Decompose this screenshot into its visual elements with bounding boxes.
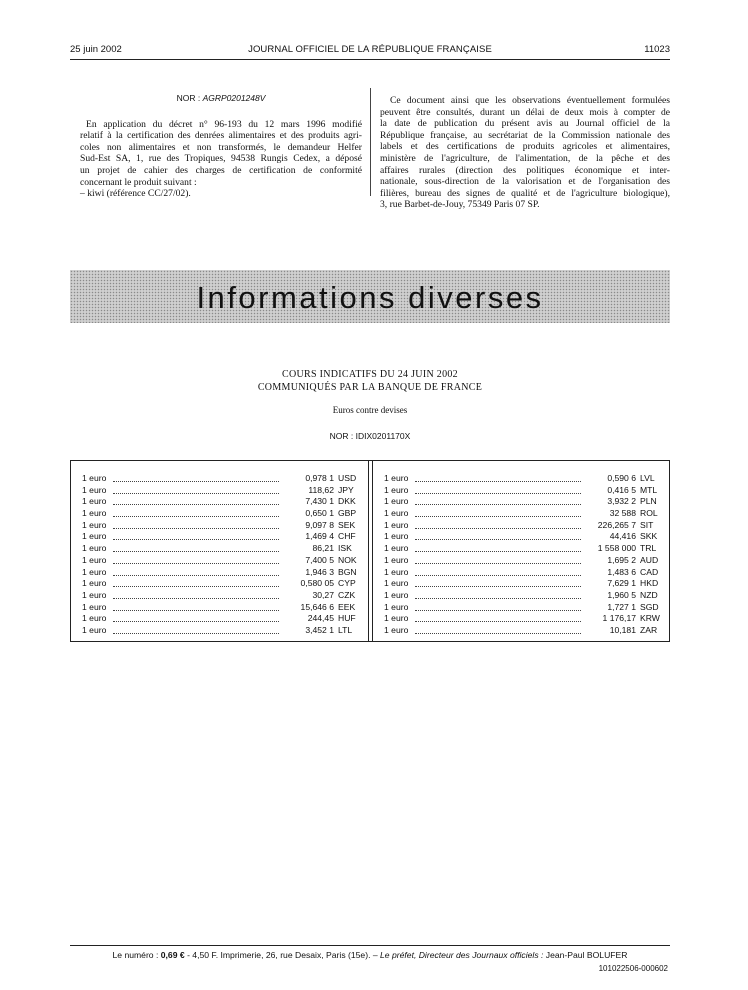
notice-line: – kiwi (référence CC/27/02). (80, 188, 191, 200)
dot-leader (415, 516, 581, 517)
nor-label: NOR : (176, 93, 201, 103)
rate-label: 1 euro (384, 601, 409, 612)
dot-leader (113, 598, 279, 599)
rate-label: 1 euro (82, 601, 107, 612)
notice-left-column (80, 93, 362, 200)
rates-subheading: Euros contre devises (332, 405, 408, 415)
rate-row (82, 473, 362, 485)
rate-label: 1 euro (384, 624, 409, 635)
notice-line: 3, rue Barbet-de-Jouy, 75349 Paris 07 SP. (380, 199, 540, 211)
rates-heading-line1: COURS INDICATIFS DU 24 JUIN 2002 (281, 369, 458, 380)
rate-label: 1 euro (384, 589, 409, 600)
dot-leader (113, 493, 279, 494)
rate-row (384, 625, 664, 637)
rate-row (82, 613, 362, 625)
rate-row (384, 567, 664, 579)
rate-currency: LVL (640, 473, 655, 483)
rate-currency: PLN (640, 496, 657, 507)
notice-right-column (380, 95, 670, 211)
dot-leader (415, 610, 581, 611)
rates-heading-line2: COMMUNIQUÉS PAR LA BANQUE DE FRANCE (257, 382, 483, 393)
rate-value: 1 558 000 (597, 543, 636, 554)
rates-right-column (384, 473, 664, 637)
rate-value: 0,416 5 (607, 484, 636, 495)
rate-value: 0,978 1 (305, 473, 334, 483)
dot-leader (415, 633, 581, 634)
rate-row (384, 508, 664, 520)
dot-leader (415, 493, 581, 494)
rate-value: 30,27 (312, 589, 334, 600)
dot-leader (113, 586, 279, 587)
rate-value: 0,580 05 (300, 578, 334, 589)
rate-row (82, 625, 362, 637)
footer-printer: - 4,50 F. Imprimerie, 26, rue Desaix, Paris (15e). – (187, 950, 378, 960)
rate-label: 1 euro (82, 531, 107, 542)
dot-leader (415, 563, 581, 564)
rate-currency: SEK (338, 519, 356, 530)
rate-row (384, 555, 664, 567)
dot-leader (113, 575, 279, 576)
rate-value: 226,265 7 (597, 519, 636, 530)
rates-divider (368, 460, 369, 642)
rate-row (82, 567, 362, 579)
rate-currency: GBP (338, 508, 357, 519)
header-date: 25 juin 2002 (70, 44, 122, 55)
rate-value: 44,416 (609, 531, 636, 542)
rate-currency: CZK (338, 589, 356, 600)
rate-value: 1,695 2 (607, 554, 636, 565)
notice-line: concernant le produit suivant : (80, 176, 197, 188)
rate-currency: SKK (640, 531, 658, 542)
rate-label: 1 euro (82, 543, 107, 554)
rate-currency: NOK (338, 554, 357, 565)
dot-leader (113, 610, 279, 611)
rate-row (384, 613, 664, 625)
header-title: JOURNAL OFFICIEL DE LA RÉPUBLIQUE FRANÇAISE (248, 44, 492, 55)
rate-label: 1 euro (384, 508, 409, 519)
rate-label: 1 euro (384, 613, 409, 624)
notice-line: En application du décret n° 96-193 du 12 mars 1996 modifié (86, 118, 362, 130)
notice-line: relatif à la certification des denrées alimentaires et des produits agri- (80, 130, 362, 142)
rate-value: 1,469 4 (305, 531, 334, 542)
rate-row (82, 602, 362, 614)
notice-right-text (380, 95, 670, 211)
rate-value: 118,62 (308, 484, 334, 495)
dot-leader (415, 621, 581, 622)
rate-label: 1 euro (384, 496, 409, 507)
rate-value: 15,646 6 (300, 601, 334, 612)
rate-currency: HUF (338, 613, 356, 624)
rate-currency: EEK (338, 601, 356, 612)
rate-currency: CYP (338, 578, 356, 589)
rate-row (82, 543, 362, 555)
dot-leader (415, 598, 581, 599)
rate-currency: BGN (338, 566, 357, 577)
rate-value: 32 588 (609, 508, 636, 519)
rate-row (384, 543, 664, 555)
rate-currency: HKD (640, 578, 659, 589)
rate-row (82, 485, 362, 497)
rate-label: 1 euro (82, 484, 107, 495)
footer-price: 0,69 € (160, 950, 185, 960)
rate-value: 1 176,17 (602, 613, 636, 624)
rate-row (384, 520, 664, 532)
notice-nor (80, 93, 362, 105)
notice-line: ministère de l'agriculture, de l'alimentation, de la pêche et des (380, 152, 670, 164)
rate-value: 7,400 5 (305, 554, 334, 565)
rate-row (384, 602, 664, 614)
rate-currency: SIT (640, 519, 654, 530)
rate-label: 1 euro (384, 519, 409, 530)
dot-leader (113, 528, 279, 529)
rate-label: 1 euro (82, 613, 107, 624)
rate-currency: JPY (338, 484, 354, 495)
notice-line: filières, bureau des signes de qualité et de l'agriculture biologique), (380, 187, 670, 199)
rate-row (82, 496, 362, 508)
page-number: 11023 (644, 44, 670, 55)
header-rule (70, 59, 670, 60)
dot-leader (113, 481, 279, 482)
rate-value: 1,960 5 (607, 589, 636, 600)
rate-row (82, 578, 362, 590)
rate-currency: CHF (338, 531, 356, 542)
rate-value: 86,21 (312, 543, 334, 554)
dot-leader (113, 516, 279, 517)
rate-label: 1 euro (82, 508, 107, 519)
rate-label: 1 euro (384, 554, 409, 565)
rate-row (82, 590, 362, 602)
rates-nor: NOR : IDIX0201170X (329, 431, 411, 441)
column-divider (370, 88, 371, 196)
section-title: Informations diverses (196, 280, 544, 315)
rate-label: 1 euro (384, 543, 409, 554)
rate-value: 3,452 1 (305, 624, 334, 635)
rate-currency: KRW (640, 613, 660, 624)
nor-code: AGRP0201248V (202, 93, 266, 103)
rate-row (384, 590, 664, 602)
notice-line: un projet de cahier des charges de certification de conformité (80, 164, 362, 176)
rate-label: 1 euro (384, 531, 409, 542)
rate-currency: ROL (640, 508, 658, 519)
notice-line: nationale, sous-direction de la valorisation et de l'organisation des (380, 176, 670, 188)
rate-row (82, 508, 362, 520)
rate-row (384, 578, 664, 590)
rate-value: 244,45 (307, 613, 334, 624)
dot-leader (113, 504, 279, 505)
rate-currency: AUD (640, 554, 659, 565)
dot-leader (415, 504, 581, 505)
dot-leader (113, 539, 279, 540)
rate-label: 1 euro (82, 578, 107, 589)
notice-line: labels et des certifications de produits agricoles et alimentaires, (380, 141, 670, 153)
footer-director: Jean-Paul BOLUFER (545, 950, 628, 960)
rate-label: 1 euro (82, 496, 107, 507)
notice-left-text (80, 119, 362, 200)
rate-label: 1 euro (82, 589, 107, 600)
rate-value: 9,097 8 (305, 519, 334, 530)
dot-leader (415, 586, 581, 587)
rate-row (82, 520, 362, 532)
rate-value: 0,590 6 (607, 473, 636, 483)
rate-label: 1 euro (82, 566, 107, 577)
rate-currency: LTL (338, 624, 353, 635)
rate-currency: USD (338, 473, 357, 483)
rate-currency: SGD (640, 601, 659, 612)
rate-value: 1,946 3 (305, 566, 334, 577)
rate-row (384, 473, 664, 485)
dot-leader (415, 539, 581, 540)
rate-value: 1,727 1 (607, 601, 636, 612)
rate-currency: ZAR (640, 624, 658, 635)
rate-label: 1 euro (384, 566, 409, 577)
notice-line: peuvent être consultés, durant un délai de deux mois à compter de (380, 106, 670, 118)
rate-value: 1,483 6 (607, 566, 636, 577)
dot-leader (415, 575, 581, 576)
notice-line: la date de publication du présent avis au Journal officiel de la (380, 118, 670, 130)
rate-row (82, 531, 362, 543)
rate-currency: DKK (338, 496, 356, 507)
page-footer (70, 950, 670, 960)
dot-leader (113, 551, 279, 552)
rate-value: 7,629 1 (607, 578, 636, 589)
rate-currency: MTL (640, 484, 658, 495)
dot-leader (113, 633, 279, 634)
rate-row (384, 496, 664, 508)
notice-line: Ce document ainsi que les observations éventuellement formulées (390, 95, 670, 106)
rate-row (82, 555, 362, 567)
rates-divider (372, 460, 373, 642)
rate-label: 1 euro (82, 519, 107, 530)
rate-label: 1 euro (384, 473, 409, 483)
rate-value: 3,932 2 (607, 496, 636, 507)
dot-leader (113, 563, 279, 564)
rate-label: 1 euro (82, 554, 107, 565)
dot-leader (415, 481, 581, 482)
rates-left-column (82, 473, 362, 637)
rate-value: 0,650 1 (305, 508, 334, 519)
rate-row (384, 531, 664, 543)
footer-prefet: Le préfet, Directeur des Journaux officiels : (380, 950, 544, 960)
footer-prefix: Le numéro : (112, 950, 159, 960)
rate-label: 1 euro (82, 473, 107, 483)
dot-leader (415, 551, 581, 552)
rate-currency: CAD (640, 566, 659, 577)
footer-reference: 101022506-000602 (598, 964, 668, 973)
rate-value: 7,430 1 (305, 496, 334, 507)
rate-label: 1 euro (82, 624, 107, 635)
notice-line: affaires rurales (direction des politiques économique et inter- (380, 164, 670, 176)
dot-leader (113, 621, 279, 622)
dot-leader (415, 528, 581, 529)
rate-currency: NZD (640, 589, 658, 600)
notice-line: République française, au secrétariat de la Commission nationale des (380, 129, 670, 141)
rate-label: 1 euro (384, 484, 409, 495)
footer-rule (70, 945, 670, 946)
rate-value: 10,181 (609, 624, 636, 635)
page-header (70, 44, 670, 58)
rate-row (384, 485, 664, 497)
rate-currency: ISK (338, 543, 352, 554)
rate-label: 1 euro (384, 578, 409, 589)
notice-line: coles non alimentaires et non transformés, le demandeur Helfer (80, 141, 362, 153)
notice-line: Sud-Est SA, 1, rue des Tropiques, 94538 Rungis Cedex, a déposé (80, 153, 362, 165)
rate-currency: TRL (640, 543, 657, 554)
